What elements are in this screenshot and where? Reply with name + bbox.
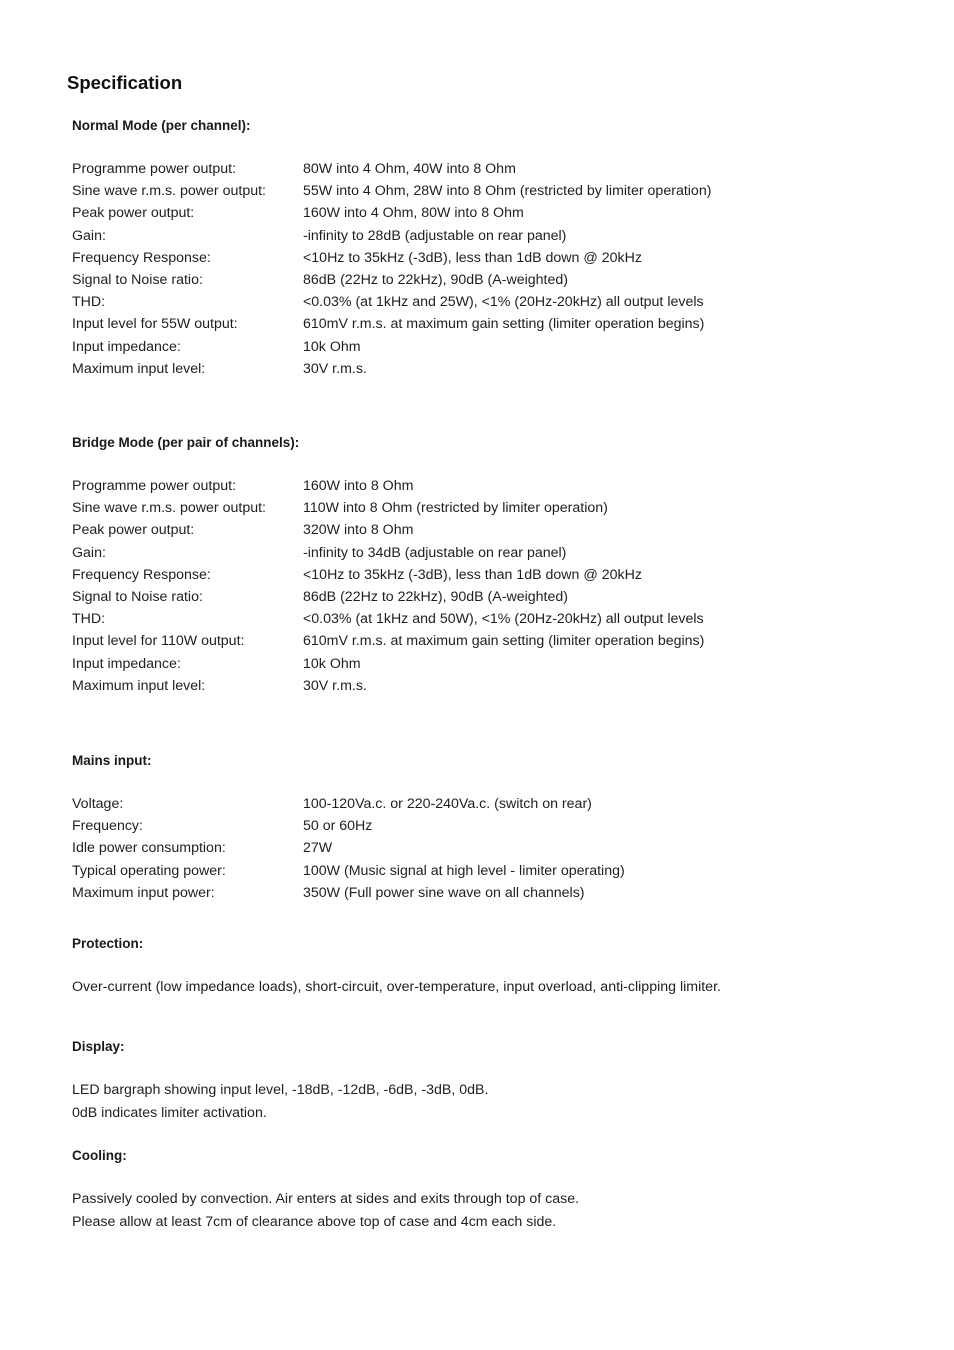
spec-value: 27W (303, 840, 333, 857)
spec-label: Peak power output: (72, 205, 195, 222)
cooling-heading: Cooling: (72, 1148, 127, 1163)
paragraph-line: LED bargraph showing input level, -18dB, -12dB, -6dB, -3dB, 0dB. (72, 1082, 489, 1098)
spec-value: -infinity to 34dB (adjustable on rear panel) (303, 544, 567, 561)
spec-label: THD: (72, 611, 106, 628)
spec-label: Maximum input level: (72, 360, 206, 377)
spec-label: Programme power output: (72, 161, 237, 177)
spec-label: Frequency: (72, 818, 143, 835)
spec-label: Sine wave r.m.s. power output: (72, 183, 266, 200)
spec-value: 50 or 60Hz (303, 818, 373, 835)
spec-value: <10Hz to 35kHz (-3dB), less than 1dB down @ 20kHz (303, 566, 642, 583)
spec-value: <10Hz to 35kHz (-3dB), less than 1dB down @ 20kHz (303, 249, 642, 266)
spec-value: 80W into 4 Ohm, 40W into 8 Ohm (303, 161, 516, 177)
display-text (72, 1079, 488, 1124)
spec-value: 160W into 4 Ohm, 80W into 8 Ohm (303, 205, 524, 222)
spec-value: <0.03% (at 1kHz and 25W), <1% (20Hz-20kHz) all output levels (303, 294, 704, 311)
paragraph-line: Over-current (low impedance loads), short-circuit, over-temperature, input overload, anti-clipping limiter. (72, 979, 721, 995)
paragraph-line: Please allow at least 7cm of clearance above top of case and 4cm each side. (72, 1213, 557, 1230)
spec-value: 30V r.m.s. (303, 677, 367, 694)
spec-label: Gain: (72, 544, 106, 561)
protection-heading: Protection: (72, 936, 144, 951)
spec-value: 320W into 8 Ohm (303, 522, 414, 539)
spec-label: Peak power output: (72, 522, 195, 539)
spec-label: Maximum input power: (72, 884, 215, 901)
display-heading: Display: (72, 1039, 125, 1054)
spec-label: Voltage: (72, 796, 124, 812)
protection-text (72, 976, 721, 999)
spec-label: Idle power consumption: (72, 840, 226, 857)
spec-label: Gain: (72, 227, 106, 244)
spec-label: Signal to Noise ratio: (72, 271, 203, 288)
cooling-text (72, 1188, 579, 1233)
spec-value: 100W (Music signal at high level - limiter operating) (303, 862, 625, 879)
spec-label: Programme power output: (72, 478, 237, 494)
spec-value: <0.03% (at 1kHz and 50W), <1% (20Hz-20kHz) all output levels (303, 611, 704, 628)
page-title: Specification (67, 72, 183, 93)
mains-input-heading: Mains input: (72, 753, 152, 768)
spec-label: Frequency Response: (72, 249, 211, 266)
spec-value: 10k Ohm (303, 655, 361, 672)
spec-value: 86dB (22Hz to 22kHz), 90dB (A-weighted) (303, 588, 568, 605)
paragraph-line: 0dB indicates limiter activation. (72, 1104, 267, 1121)
spec-value: 350W (Full power sine wave on all channels) (303, 884, 585, 901)
spec-label: THD: (72, 294, 106, 311)
spec-value: 610mV r.m.s. at maximum gain setting (limiter operation begins) (303, 633, 705, 650)
spec-label: Typical operating power: (72, 862, 226, 879)
spec-value: 30V r.m.s. (303, 360, 367, 377)
spec-value: 86dB (22Hz to 22kHz), 90dB (A-weighted) (303, 271, 568, 288)
spec-label: Maximum input level: (72, 677, 206, 694)
spec-label: Input impedance: (72, 338, 181, 355)
spec-value: 610mV r.m.s. at maximum gain setting (limiter operation begins) (303, 316, 705, 333)
spec-value: 55W into 4 Ohm, 28W into 8 Ohm (restricted by limiter operation) (303, 183, 712, 200)
spec-label: Signal to Noise ratio: (72, 588, 203, 605)
spec-label: Input level for 110W output: (72, 633, 245, 650)
spec-label: Input impedance: (72, 655, 181, 672)
spec-label: Input level for 55W output: (72, 316, 238, 333)
bridge-mode-heading: Bridge Mode (per pair of channels): (72, 435, 300, 450)
spec-label: Frequency Response: (72, 566, 211, 583)
spec-label: Sine wave r.m.s. power output: (72, 500, 266, 517)
spec-value: 100-120Va.c. or 220-240Va.c. (switch on rear) (303, 796, 592, 812)
paragraph-line: Passively cooled by convection. Air enters at sides and exits through top of case. (72, 1191, 580, 1207)
spec-value: 110W into 8 Ohm (restricted by limiter operation) (303, 500, 608, 517)
spec-value: 10k Ohm (303, 338, 361, 355)
spec-value: -infinity to 28dB (adjustable on rear panel) (303, 227, 567, 244)
spec-value: 160W into 8 Ohm (303, 478, 414, 494)
normal-mode-heading: Normal Mode (per channel): (72, 118, 251, 133)
